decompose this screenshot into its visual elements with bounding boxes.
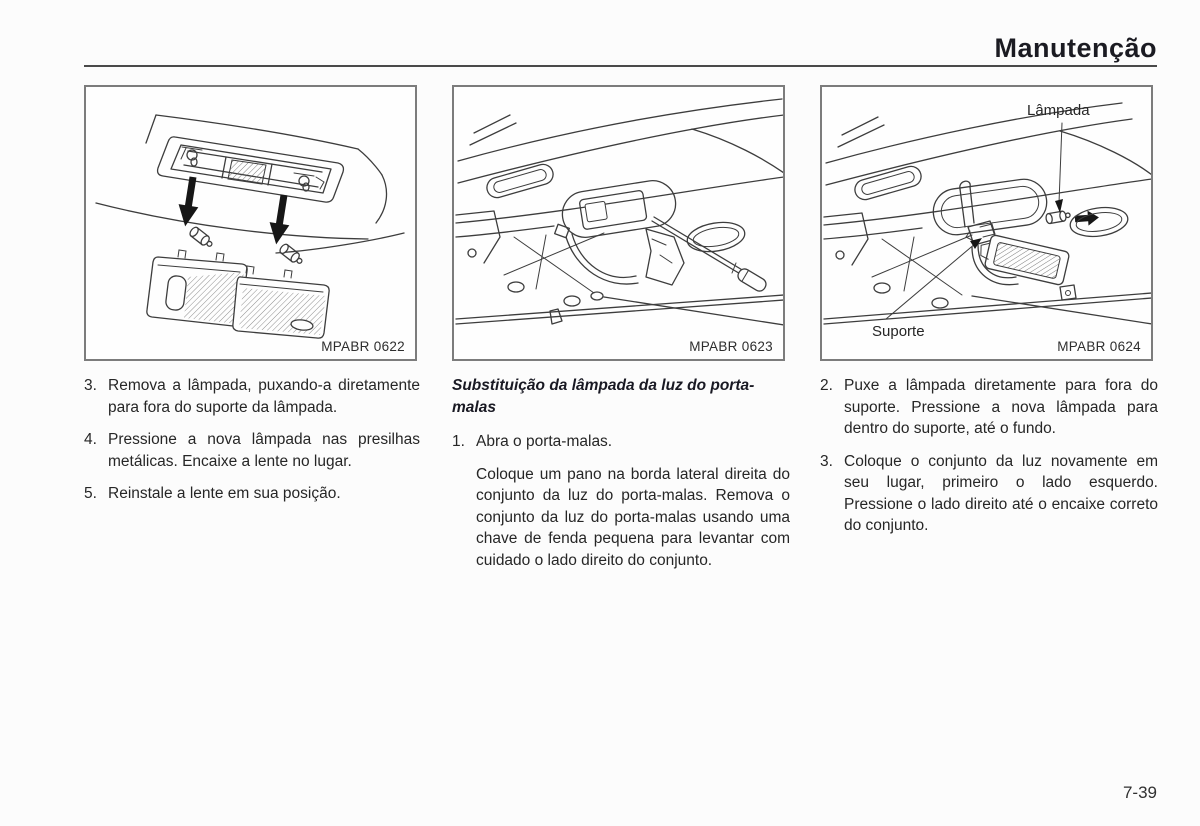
list-item bbox=[84, 483, 420, 505]
label-lampada: Lâmpada bbox=[1027, 102, 1090, 119]
item-text: Puxe a lâmpada diretamente para fora do suporte. Pressione a nova lâmpada para dentro do suporte, até o fundo. bbox=[844, 377, 1158, 437]
list-item bbox=[820, 375, 1158, 440]
figure-trunk-light-bulb bbox=[820, 85, 1153, 361]
column-3 bbox=[820, 375, 1158, 548]
item-number: 3. bbox=[84, 377, 97, 394]
item-number: 2. bbox=[820, 377, 833, 394]
trunk-light-prying-illustration bbox=[454, 87, 783, 359]
overhead-console-illustration bbox=[86, 87, 415, 359]
list-item bbox=[84, 429, 420, 472]
page-number: 7-39 bbox=[1122, 783, 1157, 802]
item-text: Abra o porta-malas. bbox=[476, 433, 613, 450]
item-number: 3. bbox=[820, 452, 833, 470]
figure-overhead-console bbox=[84, 85, 417, 361]
trunk-bulb bbox=[1045, 210, 1071, 224]
bulb-left bbox=[188, 226, 214, 250]
item-text: Coloque o conjunto da luz novamente em seu lugar, primeiro o lado esquerdo. Pressione o lado direito até o encaixe correto do conjunto. bbox=[844, 452, 1158, 534]
item-text: Reinstale a lente em sua posição. bbox=[108, 485, 341, 502]
lamp-pointer-line bbox=[1059, 123, 1062, 203]
trunk-light-bulb-illustration bbox=[822, 87, 1151, 359]
list-item bbox=[452, 431, 790, 453]
page-title: Manutenção bbox=[994, 33, 1157, 63]
label-suporte: Suporte bbox=[872, 323, 925, 340]
removal-arrow-right bbox=[266, 193, 294, 246]
figure-caption: MPABR 0624 bbox=[1057, 339, 1141, 354]
pull-arrow bbox=[1074, 210, 1099, 227]
header-rule bbox=[84, 65, 1157, 67]
column-2 bbox=[452, 375, 790, 571]
item-text: Remova a lâmpada, puxando-a diretamente para fora do suporte da lâmpada. bbox=[108, 377, 420, 416]
item-number: 4. bbox=[84, 431, 97, 448]
item-number: 5. bbox=[84, 485, 97, 502]
removal-arrow-left bbox=[175, 175, 203, 228]
bulb-right bbox=[278, 243, 304, 267]
section-heading: Substituição da lâmpada da luz do porta-malas bbox=[452, 377, 755, 416]
item-text: Pressione a nova lâmpada nas presilhas metálicas. Encaixe a lente no lugar. bbox=[108, 431, 420, 470]
column-1 bbox=[84, 375, 420, 516]
figure-caption: MPABR 0623 bbox=[689, 339, 773, 354]
list-item bbox=[820, 451, 1158, 537]
figure-trunk-light-prying bbox=[452, 85, 785, 361]
list-item bbox=[84, 375, 420, 418]
continuation-paragraph: Coloque um pano na borda lateral direita do conjunto da luz do porta-malas. Remova o conjunto da luz do porta-malas usando uma chave de fenda pequena para levantar com cuidado o lado direito do conjunto. bbox=[476, 465, 790, 569]
figure-caption: MPABR 0622 bbox=[321, 339, 405, 354]
item-number: 1. bbox=[452, 433, 465, 450]
